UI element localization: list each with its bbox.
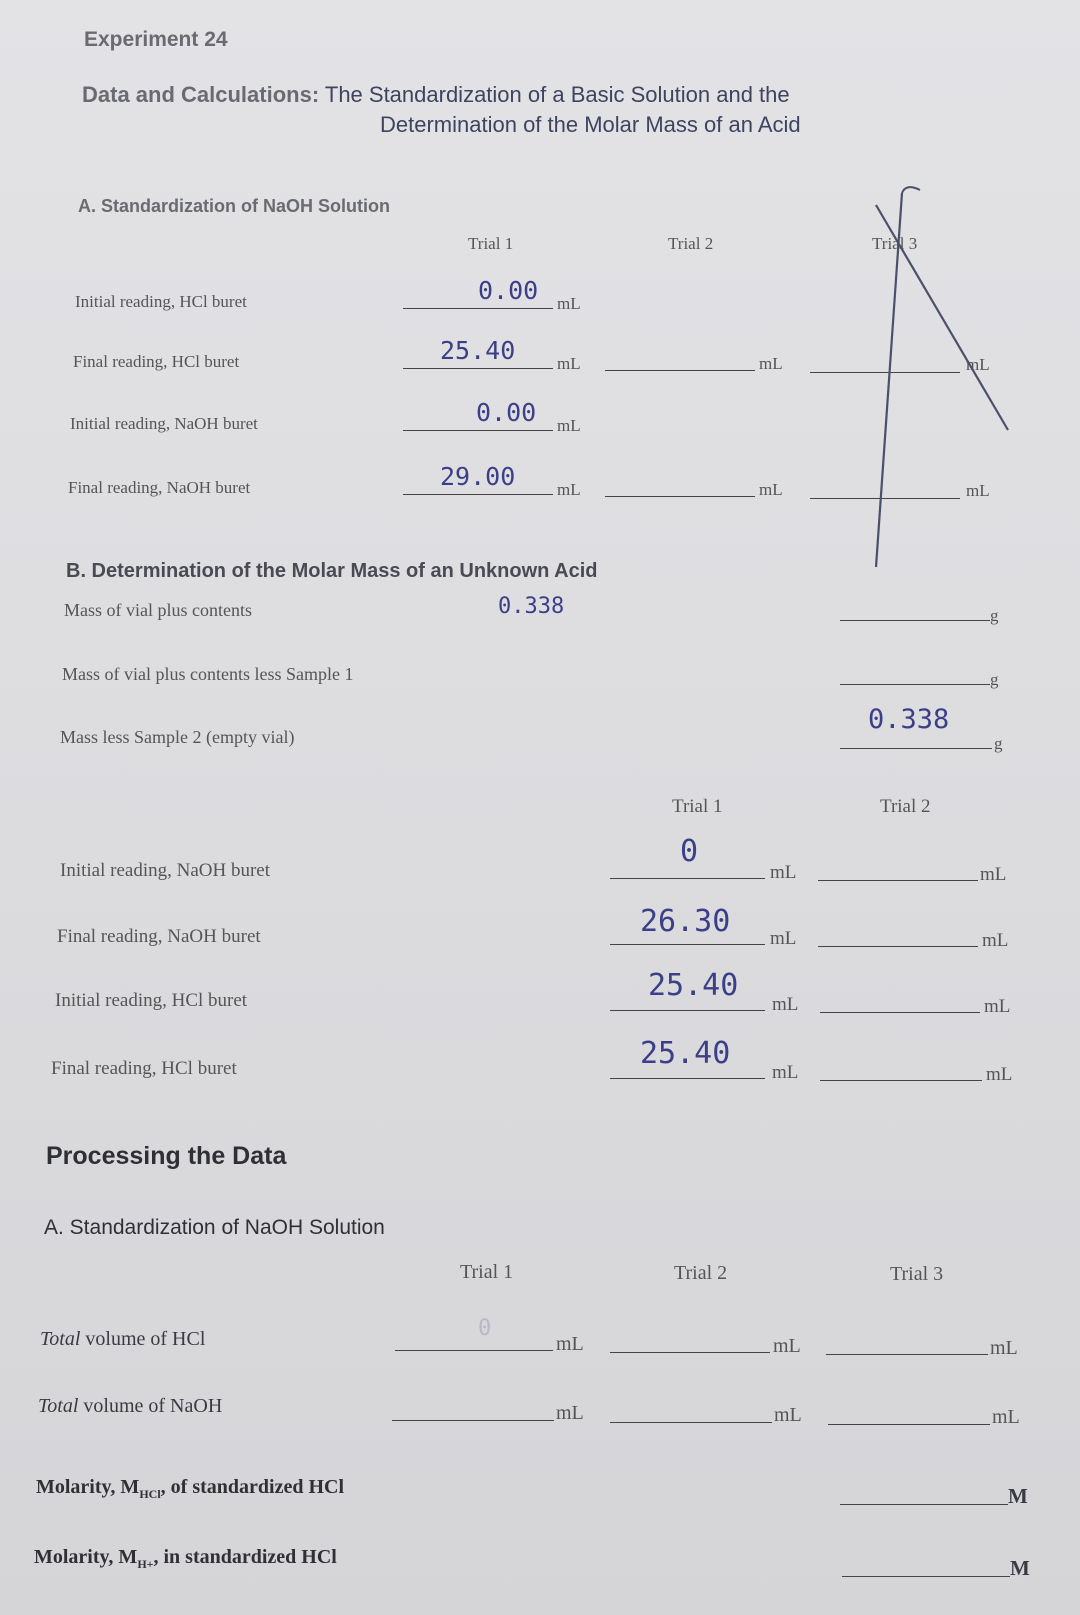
processing-trial-1: Trial 1: [460, 1261, 514, 1283]
answer-line[interactable]: [403, 494, 553, 495]
molarity-h-label: [34, 1546, 337, 1572]
answer-line[interactable]: [610, 1010, 765, 1011]
processing-heading: Processing the Data: [46, 1142, 287, 1170]
unit-label: mL: [966, 481, 990, 500]
unit-label: mL: [770, 862, 797, 883]
answer-line[interactable]: [610, 1078, 765, 1079]
unit-label: mL: [982, 930, 1009, 951]
answer-line[interactable]: [842, 1576, 1010, 1577]
molarity-subscript: H+: [137, 1557, 154, 1571]
section-a-row-label: Initial reading, NaOH buret: [70, 414, 258, 433]
total-hcl-rest: volume of HCl: [80, 1328, 206, 1350]
processing-subheading: A. Standardization of NaOH Solution: [44, 1216, 385, 1239]
answer-line[interactable]: [605, 496, 755, 497]
processing-trial-3: Trial 3: [890, 1263, 944, 1285]
unit-label: mL: [557, 416, 581, 435]
section-a-trial-2: Trial 2: [668, 234, 714, 253]
mass-row-label: Mass of vial plus contents: [64, 600, 252, 620]
answer-line[interactable]: [840, 748, 992, 749]
unit-label: M: [1010, 1556, 1030, 1580]
handwritten-value: 26.30: [640, 904, 731, 939]
unit-label: mL: [773, 1335, 801, 1357]
answer-line[interactable]: [610, 878, 765, 879]
unit-label: mL: [759, 480, 783, 499]
page-title: [82, 82, 790, 108]
unit-label: mL: [557, 294, 581, 313]
answer-line[interactable]: [828, 1424, 990, 1425]
unit-label: M: [1008, 1484, 1028, 1508]
cross-out-mark: [840, 185, 1010, 575]
unit-label: g: [990, 670, 999, 689]
section-b-heading: B. Determination of the Molar Mass of an Unknown Acid: [66, 560, 598, 582]
mass-row-label: Mass less Sample 2 (empty vial): [60, 727, 295, 747]
answer-line[interactable]: [818, 946, 978, 947]
faint-value: 0: [478, 1316, 492, 1341]
experiment-number: Experiment 24: [84, 28, 228, 51]
section-b-trial-2: Trial 2: [880, 796, 931, 817]
answer-line[interactable]: [403, 308, 553, 309]
answer-line[interactable]: [820, 1012, 980, 1013]
section-b-row-label: Final reading, NaOH buret: [57, 926, 261, 947]
section-a-trial-3: Trial 3: [872, 234, 918, 253]
molarity-text: Molarity, M: [36, 1476, 140, 1498]
unit-label: mL: [986, 1064, 1013, 1085]
unit-label: mL: [966, 355, 990, 374]
total-hcl-label: [40, 1328, 205, 1351]
handwritten-value: 0.00: [478, 276, 539, 305]
unit-label: mL: [759, 354, 783, 373]
handwritten-mass: 0.338: [498, 594, 565, 619]
section-a-heading: A. Standardization of NaOH Solution: [78, 196, 390, 216]
section-a-trial-1: Trial 1: [468, 234, 514, 253]
answer-line[interactable]: [818, 880, 978, 881]
title-line-2: Determination of the Molar Mass of an Acid: [380, 112, 801, 137]
answer-line[interactable]: [840, 684, 990, 685]
answer-line[interactable]: [403, 430, 553, 431]
section-b-row-label: Final reading, HCl buret: [51, 1058, 237, 1079]
section-a-row-label: Final reading, NaOH buret: [68, 478, 251, 497]
answer-line[interactable]: [840, 620, 990, 621]
handwritten-value: 29.00: [440, 462, 516, 491]
molarity-subscript: HCl: [139, 1487, 161, 1501]
answer-line[interactable]: [840, 1504, 1008, 1505]
unit-label: g: [994, 734, 1003, 753]
unit-label: mL: [770, 928, 797, 949]
answer-line[interactable]: [610, 1352, 770, 1353]
title-line-1: The Standardization of a Basic Solution and the: [324, 82, 790, 107]
unit-label: mL: [557, 480, 581, 499]
unit-label: mL: [772, 994, 799, 1015]
handwritten-value: 25.40: [640, 1036, 731, 1071]
mass-row-label: Mass of vial plus contents less Sample 1: [62, 664, 354, 684]
unit-label: mL: [992, 1406, 1020, 1428]
section-a-row-label: Final reading, HCl buret: [73, 352, 240, 371]
handwritten-value: 0: [680, 834, 699, 869]
unit-label: mL: [774, 1404, 802, 1426]
handwritten-mass: 0.338: [868, 704, 950, 735]
unit-label: mL: [772, 1062, 799, 1083]
processing-trial-2: Trial 2: [674, 1262, 728, 1284]
molarity-rest: , in standardized HCl: [153, 1546, 337, 1568]
answer-line[interactable]: [395, 1350, 553, 1351]
molarity-text: Molarity, M: [34, 1546, 138, 1568]
unit-label: g: [990, 606, 999, 625]
answer-line[interactable]: [605, 370, 755, 371]
section-b-row-label: Initial reading, NaOH buret: [60, 860, 270, 881]
unit-label: mL: [990, 1337, 1018, 1359]
answer-line[interactable]: [610, 944, 765, 945]
answer-line[interactable]: [826, 1354, 988, 1355]
section-b-trial-1: Trial 1: [672, 796, 723, 817]
answer-line[interactable]: [820, 1080, 982, 1081]
handwritten-value: 25.40: [648, 968, 739, 1003]
answer-line[interactable]: [392, 1420, 554, 1421]
title-bold: Data and Calculations:: [82, 82, 320, 107]
molarity-hcl-label: [36, 1476, 344, 1502]
answer-line[interactable]: [403, 368, 553, 369]
total-naoh-label: [38, 1395, 222, 1418]
molarity-rest: , of standardized HCl: [160, 1476, 344, 1498]
total-italic: Total: [38, 1395, 79, 1417]
section-b-row-label: Initial reading, HCl buret: [55, 990, 248, 1011]
total-italic: Total: [40, 1328, 81, 1350]
unit-label: mL: [557, 354, 581, 373]
handwritten-value: 0.00: [476, 398, 537, 427]
unit-label: mL: [984, 996, 1011, 1017]
section-a-row-label: Initial reading, HCl buret: [75, 292, 247, 311]
unit-label: mL: [556, 1402, 584, 1424]
unit-label: mL: [980, 864, 1007, 885]
unit-label: mL: [556, 1333, 584, 1355]
answer-line[interactable]: [610, 1422, 772, 1423]
total-naoh-rest: volume of NaOH: [78, 1395, 223, 1417]
handwritten-value: 25.40: [440, 336, 516, 365]
